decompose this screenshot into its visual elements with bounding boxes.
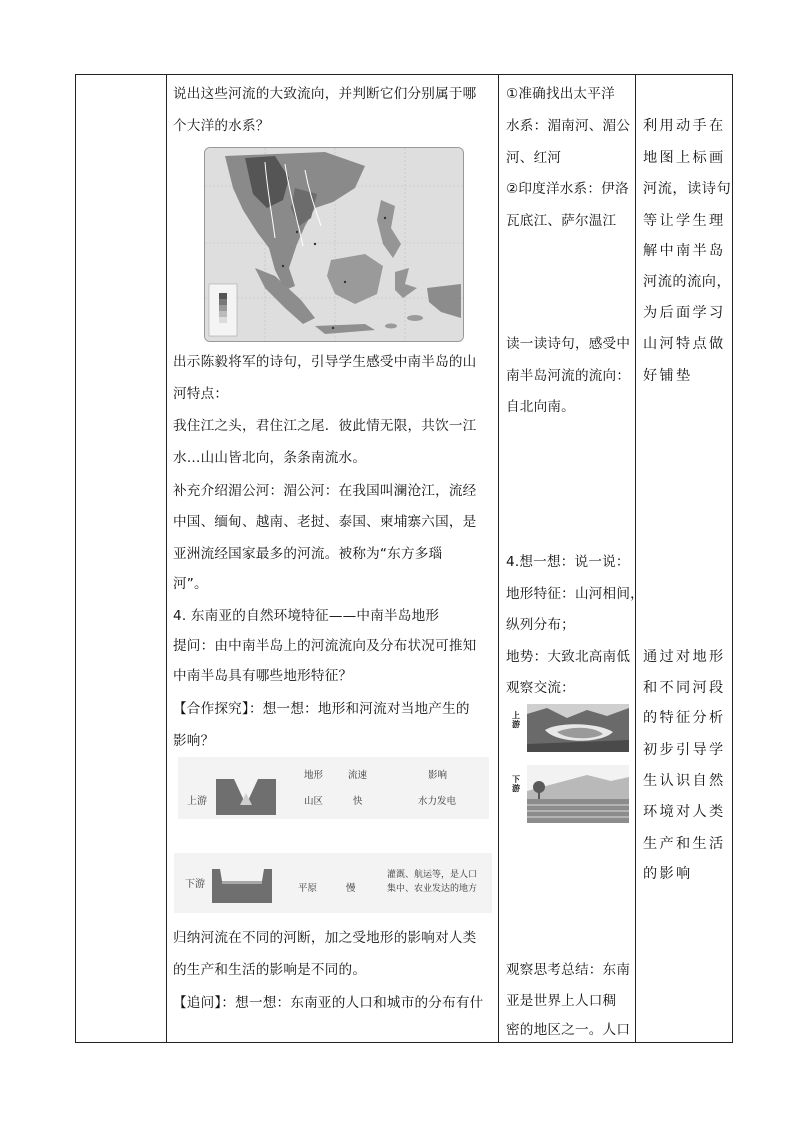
v-valley-icon bbox=[216, 765, 276, 815]
poem-intro-line-2: 河特点： bbox=[173, 386, 229, 402]
intent2-line-1: 通过对地形 bbox=[643, 649, 726, 665]
intent1-line-3: 河流，读诗句 bbox=[643, 181, 732, 197]
intent1-line-5: 解中南半岛 bbox=[643, 243, 726, 259]
cooperative-inquiry-line-1: 【合作探究】：想一想：地形和河流对当地产生的 bbox=[173, 701, 470, 717]
table-divider-3 bbox=[635, 74, 636, 1043]
intent2-line-4: 初步引导学 bbox=[643, 742, 726, 758]
poem-line-2: 水…山山皆北向，条条南流水。 bbox=[173, 450, 367, 466]
upper-terrain: 山区 bbox=[304, 796, 324, 807]
header-terrain: 地形 bbox=[304, 770, 324, 781]
follow-up-question: 【追问】：想一想：东南亚的人口和城市的分布有什 bbox=[173, 995, 484, 1011]
think-line-1: 4.想一想：说一说： bbox=[506, 554, 630, 570]
poem-read-line-1: 读一读诗句，感受中 bbox=[506, 336, 631, 352]
intent1-line-4: 等让学生理 bbox=[643, 213, 726, 229]
intent1-line-6: 河流的流向， bbox=[643, 274, 732, 290]
intent1-line-2: 地图上标画 bbox=[643, 150, 726, 166]
intent1-line-1: 利用动手在 bbox=[643, 118, 726, 134]
question-line-2: 个大洋的水系？ bbox=[173, 118, 270, 134]
mekong-line-1: 补充介绍湄公河：湄公河：在我国叫澜沧江，流经 bbox=[173, 483, 477, 499]
cooperative-inquiry-line-2: 影响？ bbox=[173, 733, 215, 749]
table-border-left bbox=[75, 74, 76, 1043]
header-impact: 影响 bbox=[428, 770, 448, 781]
intent2-line-6: 环境对人类 bbox=[643, 804, 726, 820]
intent2-line-2: 和不同河段 bbox=[643, 680, 726, 696]
intent2-line-5: 生认识自然 bbox=[643, 773, 726, 789]
conclusion-line-2: 亚是世界上人口稠 bbox=[506, 993, 617, 1009]
map-graphic bbox=[205, 148, 463, 341]
indian-line-1: ②印度洋水系：伊洛 bbox=[506, 181, 629, 197]
upper-impact: 水力发电 bbox=[418, 796, 457, 807]
table-divider-2 bbox=[498, 74, 499, 1043]
intent2-line-7: 生产和生活 bbox=[643, 836, 726, 852]
question-terrain-line-2: 中南半岛具有哪些地形特征？ bbox=[173, 668, 353, 684]
intent1-line-7: 为后面学习 bbox=[643, 305, 726, 321]
intent2-line-8: 的影响 bbox=[643, 866, 693, 882]
lower-reaches-strip bbox=[174, 853, 492, 913]
broad-valley-icon bbox=[212, 863, 272, 903]
mekong-line-4: 河”。 bbox=[173, 576, 208, 592]
lower-terrain: 平原 bbox=[298, 883, 318, 894]
table-border-right bbox=[732, 74, 733, 1043]
photo-lower-label: 下游 bbox=[512, 775, 520, 793]
summary-line-2: 的生产和生活的影响是不同的。 bbox=[173, 962, 367, 978]
section-4-title: 4. 东南亚的自然环境特征——中南半岛地形 bbox=[173, 608, 440, 624]
terrain-trend: 地势：大致北高南低 bbox=[506, 649, 631, 665]
intent1-line-8: 山河特点做 bbox=[643, 336, 726, 352]
photo-upper-label: 上游 bbox=[512, 711, 520, 729]
lower-speed: 慢 bbox=[346, 883, 356, 894]
poem-intro-line-1: 出示陈毅将军的诗句，引导学生感受中南半岛的山 bbox=[173, 354, 477, 370]
conclusion-line-3: 密的地区之一。人口 bbox=[506, 1022, 631, 1038]
question-line-1: 说出这些河流的大致流向，并判断它们分别属于哪 bbox=[173, 86, 477, 102]
lower-impact-line-1: 灌溉、航运等，是人口 bbox=[387, 870, 478, 880]
southeast-asia-map bbox=[204, 147, 464, 342]
mekong-line-3: 亚洲流经国家最多的河流。被称为“东方多瑙 bbox=[173, 546, 443, 562]
summary-line-1: 归纳河流在不同的河断，加之受地形的影响对人类 bbox=[173, 930, 477, 946]
indian-line-2: 瓦底江、萨尔温江 bbox=[506, 213, 617, 229]
upper-reaches-photo bbox=[527, 704, 629, 752]
question-terrain-line-1: 提问：由中南半岛上的河流流向及分布状况可推知 bbox=[173, 638, 477, 654]
think-line-2: 地形特征：山河相间， bbox=[506, 586, 644, 602]
intent1-line-9: 好铺垫 bbox=[643, 368, 693, 384]
pacific-line-3: 河、红河 bbox=[506, 150, 562, 166]
think-line-3: 纵列分布； bbox=[506, 617, 575, 633]
lower-impact-line-2: 集中、农业发达的地方 bbox=[387, 884, 478, 894]
upper-speed: 快 bbox=[353, 796, 363, 807]
upper-reaches-strip bbox=[178, 757, 489, 819]
poem-read-line-3: 自北向南。 bbox=[506, 399, 575, 415]
observe-label: 观察交流： bbox=[506, 680, 575, 696]
lower-row-label: 下游 bbox=[185, 879, 205, 890]
mekong-line-2: 中国、缅甸、越南、老挝、泰国、柬埔寨六国，是 bbox=[173, 514, 477, 530]
upper-row-label: 上游 bbox=[187, 796, 207, 807]
pacific-line-2: 水系：湄南河、湄公 bbox=[506, 118, 631, 134]
conclusion-line-1: 观察思考总结：东南 bbox=[506, 962, 631, 978]
pacific-line-1: ①准确找出太平洋 bbox=[506, 86, 615, 102]
lower-reaches-photo bbox=[527, 765, 629, 823]
poem-read-line-2: 南半岛河流的流向： bbox=[506, 368, 631, 384]
poem-line-1: 我住江之头，君住江之尾．彼此情无限，共饮一江 bbox=[173, 418, 477, 434]
header-speed: 流速 bbox=[348, 770, 368, 781]
intent2-line-3: 的特征分析 bbox=[643, 710, 726, 726]
table-divider-1 bbox=[166, 74, 167, 1043]
